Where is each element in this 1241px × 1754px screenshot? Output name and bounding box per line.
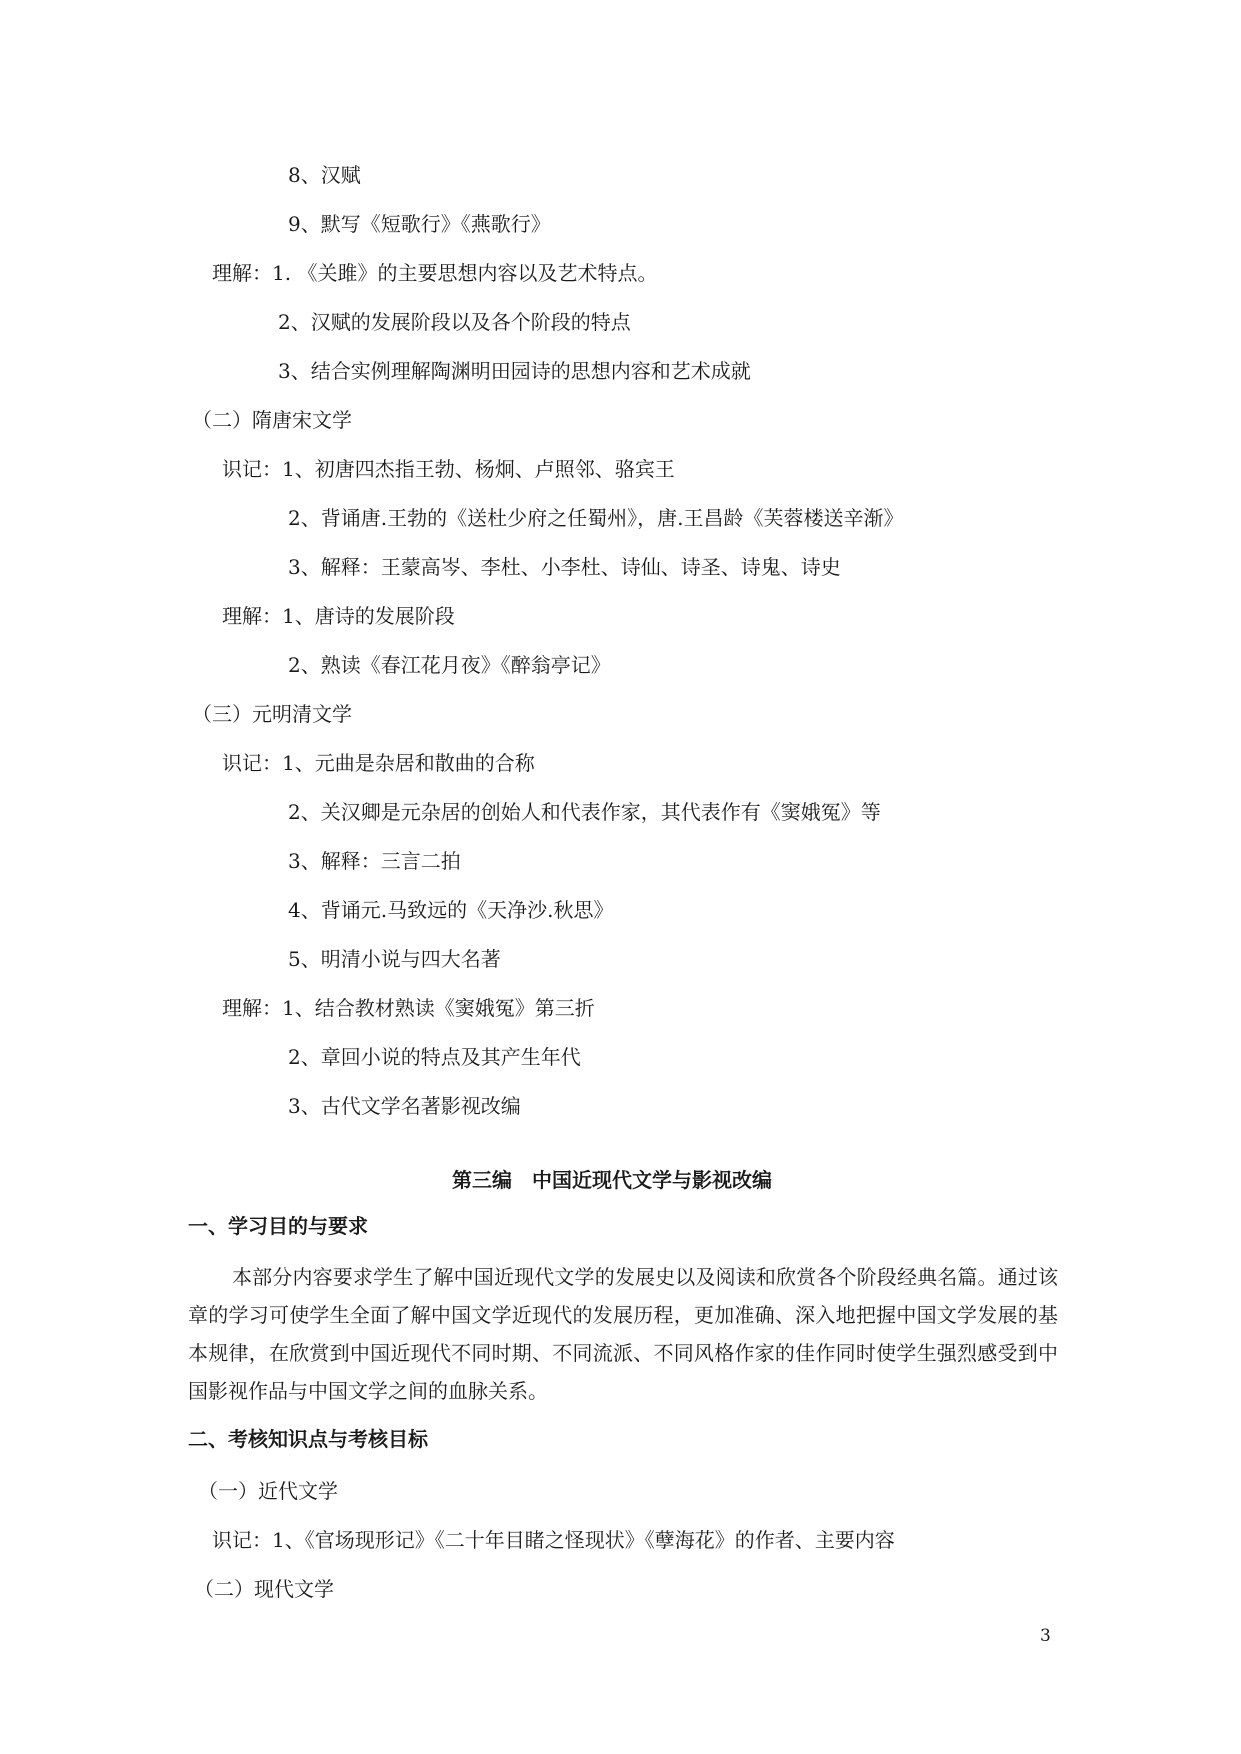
section-title: 第三编 中国近现代文学与影视改编 [452, 1168, 772, 1192]
subsection-modern: （二）现代文学 [194, 1577, 334, 1601]
line-tao-yuanming: 3、结合实例理解陶渊明田园诗的思想内容和艺术成就 [278, 359, 751, 383]
line-read-classics: 2、熟读《春江花月夜》《醉翁亭记》 [288, 653, 611, 677]
subsection-modern-early: （一）近代文学 [198, 1479, 338, 1503]
line-hanfu-stages: 2、汉赋的发展阶段以及各个阶段的特点 [278, 310, 631, 334]
heading-assessment: 二、考核知识点与考核目标 [188, 1427, 428, 1451]
line-yuanqu: 识记：1、元曲是杂居和散曲的合称 [222, 751, 535, 775]
line-hanfu: 8、汉赋 [288, 163, 361, 187]
line-sanyan-erpai: 3、解释：三言二拍 [288, 849, 461, 873]
heading-objectives: 一、学习目的与要求 [188, 1214, 368, 1238]
line-zhanghui: 2、章回小说的特点及其产生年代 [288, 1045, 581, 1069]
subsection-yuan-ming-qing: （三）元明清文学 [192, 702, 352, 726]
subsection-sui-tang-song: （二）隋唐宋文学 [192, 408, 352, 432]
line-adaptation: 3、古代文学名著影视改编 [288, 1094, 521, 1118]
line-late-qing-novels: 识记：1、《官场现形记》《二十年目睹之怪现状》《孽海花》的作者、主要内容 [212, 1528, 895, 1552]
line-recite: 9、默写《短歌行》《燕歌行》 [288, 212, 551, 236]
line-four-novels: 5、明清小说与四大名著 [288, 947, 501, 971]
line-guan-hanqing: 2、关汉卿是元杂居的创始人和代表作家，其代表作有《窦娥冤》等 [288, 800, 881, 824]
line-recite-ma: 4、背诵元.马致远的《天净沙.秋思》 [288, 898, 614, 922]
line-understand-guanju: 理解：1. 《关雎》的主要思想内容以及艺术特点。 [212, 261, 658, 285]
page-number: 3 [1040, 1626, 1051, 1646]
line-recite-tang: 2、背诵唐.王勃的《送杜少府之任蜀州》，唐.王昌龄《芙蓉楼送辛渐》 [288, 506, 904, 530]
line-dou-e: 理解：1、结合教材熟读《窦娥冤》第三折 [222, 996, 595, 1020]
line-four-talents: 识记：1、初唐四杰指王勃、杨炯、卢照邻、骆宾王 [222, 457, 675, 481]
paragraph-objectives: 本部分内容要求学生了解中国近现代文学的发展史以及阅读和欣赏各个阶段经典名篇。通过该章的学习可使学生全面了解中国文学近现代的发展历程，更加准确、深入地把握中国文学发展的基本规律，在欣赏到中国近现代不同时期、不同流派、不同风格作家的佳作同时使学生强烈感受到中国影视作品与中国文学之间的血脉关系。 [188, 1265, 1058, 1403]
line-tang-stages: 理解：1、唐诗的发展阶段 [222, 604, 455, 628]
line-explain-poets: 3、解释：王蒙高岑、李杜、小李杜、诗仙、诗圣、诗鬼、诗史 [288, 555, 841, 579]
